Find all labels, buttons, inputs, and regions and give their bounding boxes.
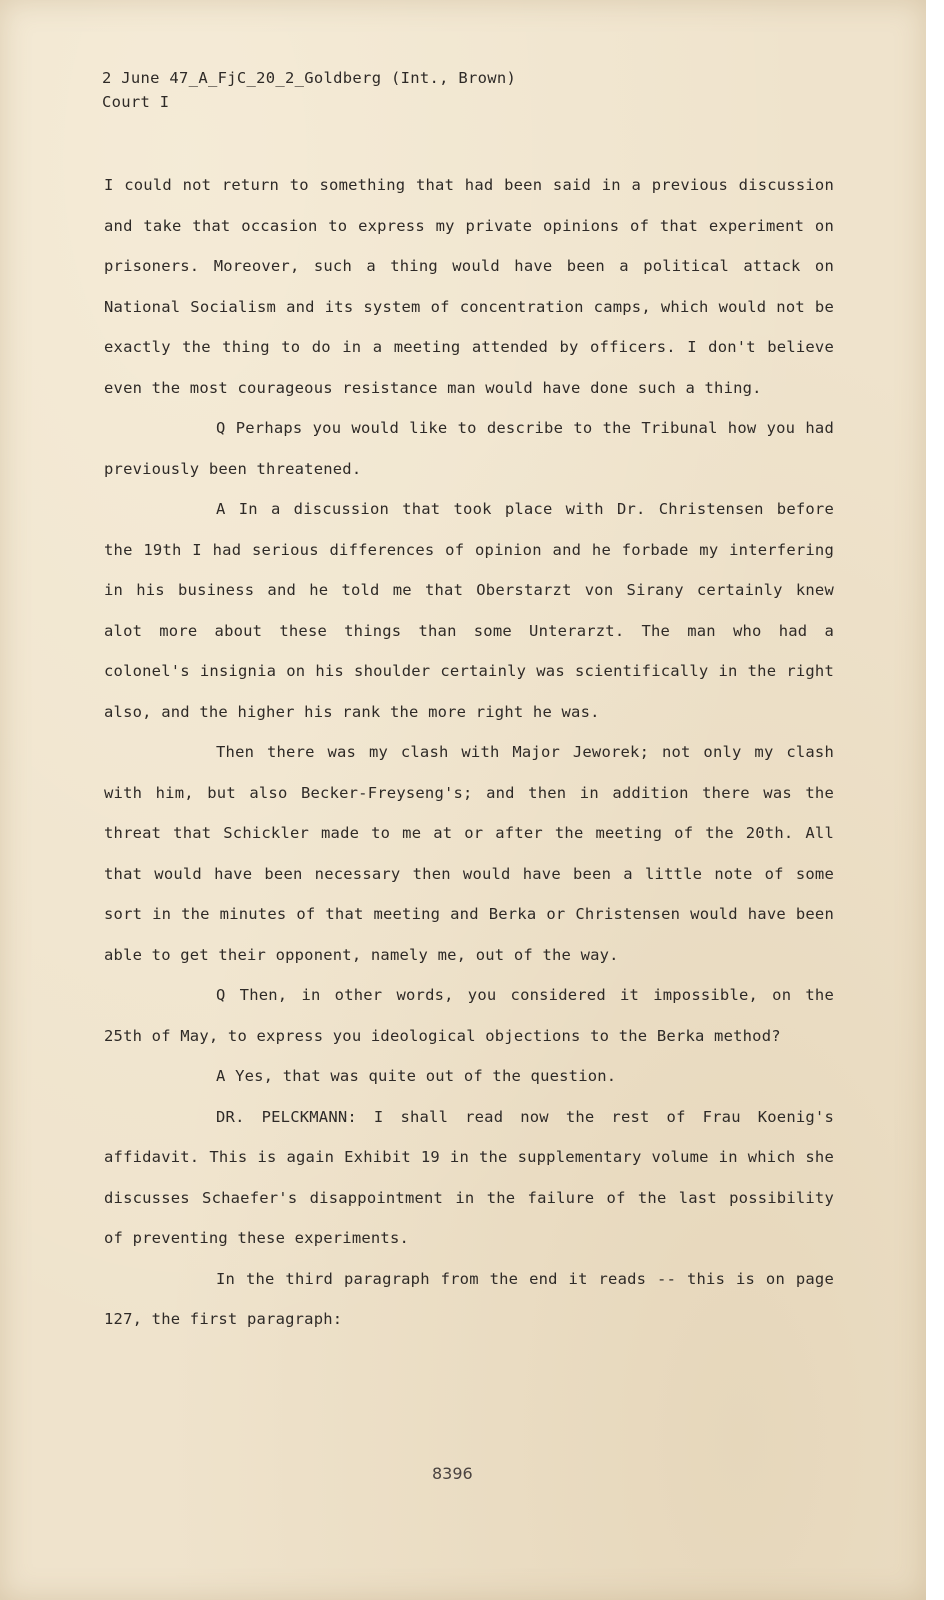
scan-margin [926, 0, 944, 1600]
paragraph-2: Q Perhaps you would like to describe to the Tribunal how you had previously been threatened. [104, 419, 834, 478]
paragraph-7: DR. PELCKMANN: I shall read now the rest of Frau Koenig's affidavit. This is again Exhibit 19 in the supplementary volume in which she discusses Schaefer's disappointment in the failure of the last possibility of preventing these experiments. [104, 1107, 834, 1247]
header-court-line: Court I [102, 93, 170, 111]
page-number: 8396 [432, 1464, 473, 1483]
document-header [102, 66, 516, 114]
paragraph-1: I could not return to something that had been said in a previous discussion and take that occasion to express my private opinions of that experiment on prisoners. Moreover, such a thing would have been a political attack on National Socialism and its system of concentration camps, which would not be exactly the thing to do in a meeting attended by officers. I don't believe even the most courageous resistance man would have done such a thing. [104, 176, 834, 397]
transcript-body [104, 165, 834, 1340]
paragraph-3: A In a discussion that took place with Dr. Christensen before the 19th I had serious differences of opinion and he forbade my interfering in his business and he told me that Oberstarzt von Sirany certainly knew alot more about these things than some Unterarzt. The man who had a colonel's insignia on his shoulder certainly was scientifically in the right also, and the higher his rank the more right he was. [104, 500, 834, 721]
paragraph-6: A Yes, that was quite out of the question. [216, 1067, 617, 1085]
paragraph-5: Q Then, in other words, you considered it impossible, on the 25th of May, to express you ideological objections to the Berka method? [104, 986, 834, 1045]
paragraph-8: In the third paragraph from the end it reads -- this is on page 127, the first paragraph: [104, 1269, 834, 1328]
paragraph-4: Then there was my clash with Major Jeworek; not only my clash with him, but also Becker-Freyseng's; and then in addition there was the threat that Schickler made to me at or after the meeting of the 20th. All that would have been necessary then would have been a little note of some sort in the minutes of that meeting and Berka or Christensen would have been able to get their opponent, namely me, out of the way. [104, 743, 834, 964]
header-session-line: 2 June 47_A_FjC_20_2_Goldberg (Int., Brown) [102, 69, 517, 87]
